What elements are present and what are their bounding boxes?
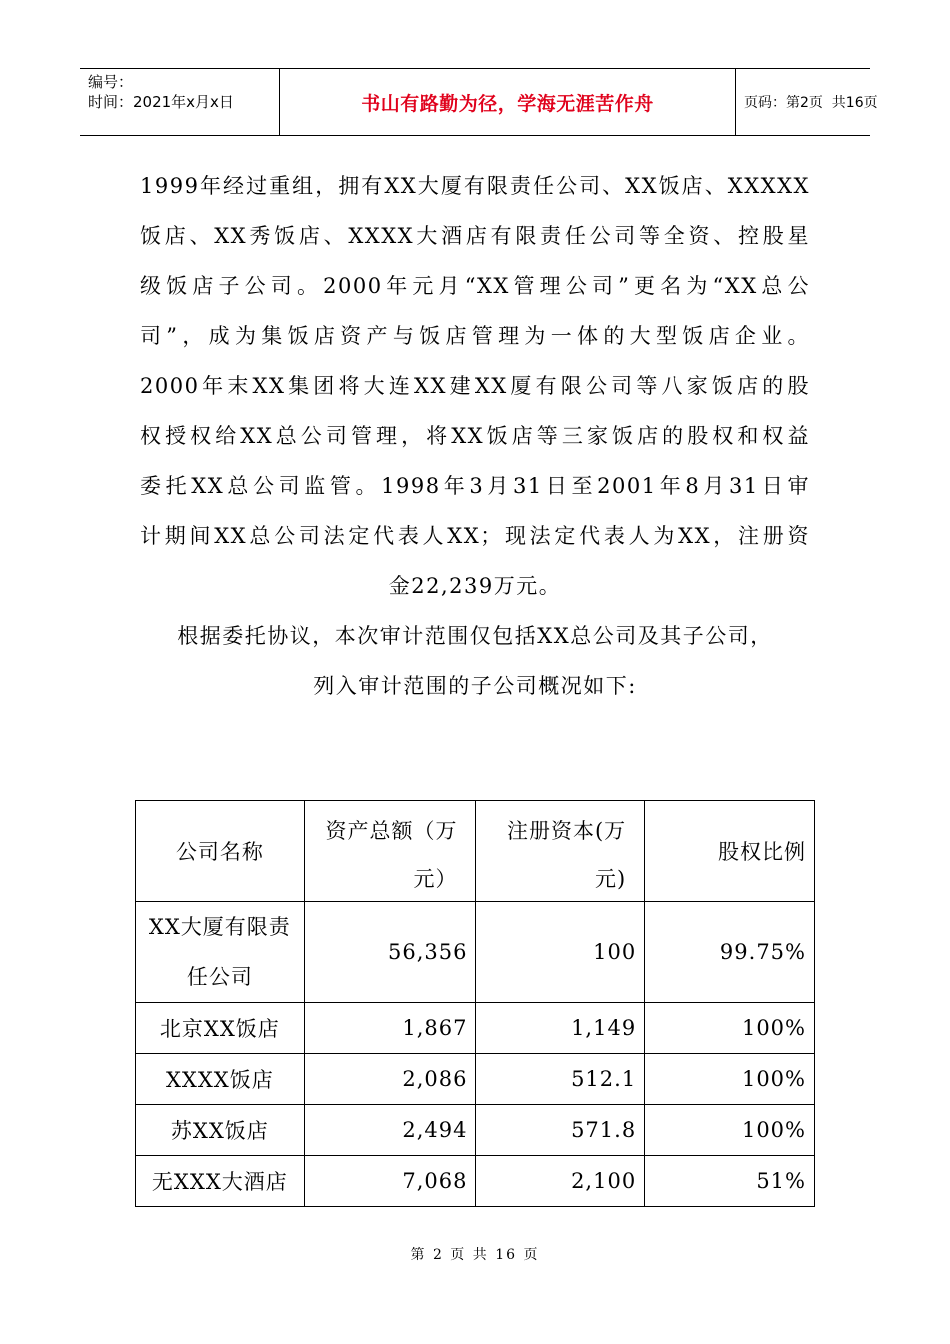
header-company-name: 公司名称 xyxy=(136,801,305,902)
company-name-cell xyxy=(136,902,305,1003)
equity-ratio-cell: 51% xyxy=(645,1156,815,1207)
header-motto: 书山有路勤为径，学海无涯苦作舟 xyxy=(280,69,736,135)
header-registered-capital-line2: 元) xyxy=(594,867,627,891)
body-line: 饭店、XX秀饭店、XXXX大酒店有限责任公司等全资、控股星 xyxy=(140,224,810,248)
header-registered-capital xyxy=(476,801,645,902)
body-line: 司”，成为集饭店资产与饭店管理为一体的大型饭店企业。 xyxy=(140,324,810,348)
company-name-cell: XXXX饭店 xyxy=(136,1054,305,1105)
total-assets-cell: 2,086 xyxy=(304,1054,476,1105)
body-line: 权授权给XX总公司管理，将XX饭店等三家饭店的股权和权益 xyxy=(140,424,810,448)
date-label: 时间：2021年x月x日 xyxy=(88,93,234,111)
serial-label: 编号： xyxy=(88,73,134,91)
body-line: 列入审计范围的子公司概况如下: xyxy=(313,674,637,698)
total-assets-cell: 1,867 xyxy=(304,1003,476,1054)
body-line: 委托XX总公司监管。1998年3月31日至2001年8月31日审 xyxy=(140,474,810,498)
company-name-cell: 无XXX大酒店 xyxy=(136,1156,305,1207)
header-total-assets-line2: 元） xyxy=(413,867,458,891)
header-total-assets xyxy=(304,801,476,902)
company-name-cell: 苏XX饭店 xyxy=(136,1105,305,1156)
body-line: 金22,239万元。 xyxy=(388,574,562,598)
registered-capital-cell: 512.1 xyxy=(476,1054,645,1105)
body-line: 2000年末XX集团将大连XX建XX厦有限公司等八家饭店的股 xyxy=(140,374,810,398)
page-info-text: 页码：第2页 共16页 xyxy=(744,95,878,111)
equity-ratio-cell: 100% xyxy=(645,1003,815,1054)
header-meta xyxy=(80,69,280,135)
table-row xyxy=(136,1054,815,1105)
subsidiary-table xyxy=(135,800,815,1207)
company-name-line1: XX大厦有限责 xyxy=(148,915,291,939)
table-header-row xyxy=(136,801,815,902)
registered-capital-cell: 2,100 xyxy=(476,1156,645,1207)
body-line: 根据委托协议，本次审计范围仅包括XX总公司及其子公司， xyxy=(177,624,773,648)
page-footer: 第 2 页 共 16 页 xyxy=(410,1247,540,1263)
registered-capital-cell: 571.8 xyxy=(476,1105,645,1156)
equity-ratio-cell: 99.75% xyxy=(645,902,815,1003)
total-assets-cell: 7,068 xyxy=(304,1156,476,1207)
registered-capital-cell: 100 xyxy=(476,902,645,1003)
body-line: 计期间XX总公司法定代表人XX；现法定代表人为XX，注册资 xyxy=(140,524,810,548)
table-row xyxy=(136,1105,815,1156)
header-registered-capital-line1: 注册资本(万 xyxy=(506,819,627,843)
body-line: 级饭店子公司。2000年元月“XX管理公司”更名为“XX总公 xyxy=(140,274,810,298)
company-name-line2: 任公司 xyxy=(186,965,253,989)
total-assets-cell: 56,356 xyxy=(304,902,476,1003)
equity-ratio-cell: 100% xyxy=(645,1054,815,1105)
header-equity-ratio: 股权比例 xyxy=(645,801,815,902)
table-row xyxy=(136,1003,815,1054)
company-name-cell: 北京XX饭店 xyxy=(136,1003,305,1054)
table-row xyxy=(136,1156,815,1207)
page-header xyxy=(80,68,878,136)
body-line: 1999年经过重组，拥有XX大厦有限责任公司、XX饭店、XXXXX xyxy=(140,174,810,198)
registered-capital-cell: 1,149 xyxy=(476,1003,645,1054)
header-total-assets-line1: 资产总额（万 xyxy=(325,819,458,843)
table-row xyxy=(136,902,815,1003)
header-page-info xyxy=(736,69,878,135)
total-assets-cell: 2,494 xyxy=(304,1105,476,1156)
equity-ratio-cell: 100% xyxy=(645,1105,815,1156)
